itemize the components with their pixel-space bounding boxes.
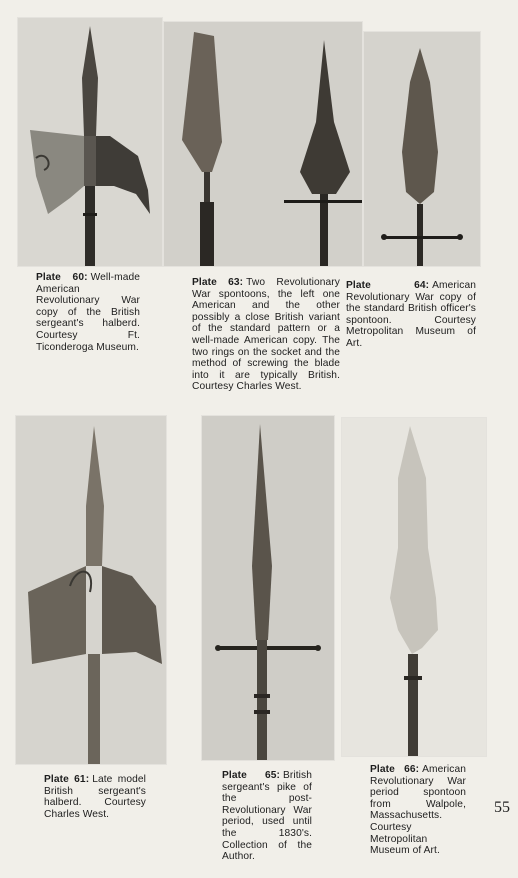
caption-text: Well-made American Revolutionary War copy of the British sergeant's halberd. Courtesy Ft. Ticonderoga Museum.: [36, 272, 140, 353]
plate-64-caption: [346, 280, 476, 350]
caption-text: Two Revolutionary War spontoons, the left one American and the other possibly a close British variant of the standard pattern or a well-made American copy. The two rings on the socket and the method of screwing the blade into it are typically British. Courtesy Charles West.: [192, 277, 340, 393]
plate-61-caption: [44, 774, 146, 820]
plate-61-photo: [16, 416, 166, 764]
plate-63-caption: [192, 277, 340, 393]
caption-text: British sergeant's pike of the post-Revolutionary War period, used until the 1830's. Collection of the Author.: [222, 770, 312, 863]
plate-66-caption: [370, 764, 466, 857]
plate-label: Plate 60:: [36, 272, 88, 283]
plate-63-photo: [164, 22, 362, 266]
plate-label: Plate 65:: [222, 770, 280, 781]
plate-60-photo: [18, 18, 162, 266]
plate-label: Plate 64:: [346, 280, 430, 291]
page-number: 55: [494, 799, 510, 816]
plate-label: Plate 66:: [370, 764, 420, 775]
plate-65-caption: [222, 770, 312, 863]
spontoons-illustration: [164, 22, 362, 266]
halberd-illustration: [18, 18, 162, 266]
plate-label: Plate 61:: [44, 774, 90, 785]
caption-text: American Revolutionary War copy of the standard British officer's spontoon. Courtesy Metropolitan Museum of Art.: [346, 280, 476, 349]
plate-66-photo: [342, 418, 486, 756]
caption-text: Late model British sergeant's halberd. Courtesy Charles West.: [44, 774, 146, 820]
plate-60-caption: [36, 272, 140, 353]
halberd-illustration: [16, 416, 166, 764]
plate-65-photo: [202, 416, 334, 760]
caption-text: American Revolutionary War period spontoon from Walpole, Massachusetts. Courtesy Metropolitan Museum of Art.: [370, 764, 466, 857]
plate-64-photo: [364, 32, 480, 266]
plate-label: Plate 63:: [192, 277, 244, 288]
spontoon-illustration: [364, 32, 480, 266]
spontoon-illustration: [342, 418, 486, 756]
pike-illustration: [202, 416, 334, 760]
